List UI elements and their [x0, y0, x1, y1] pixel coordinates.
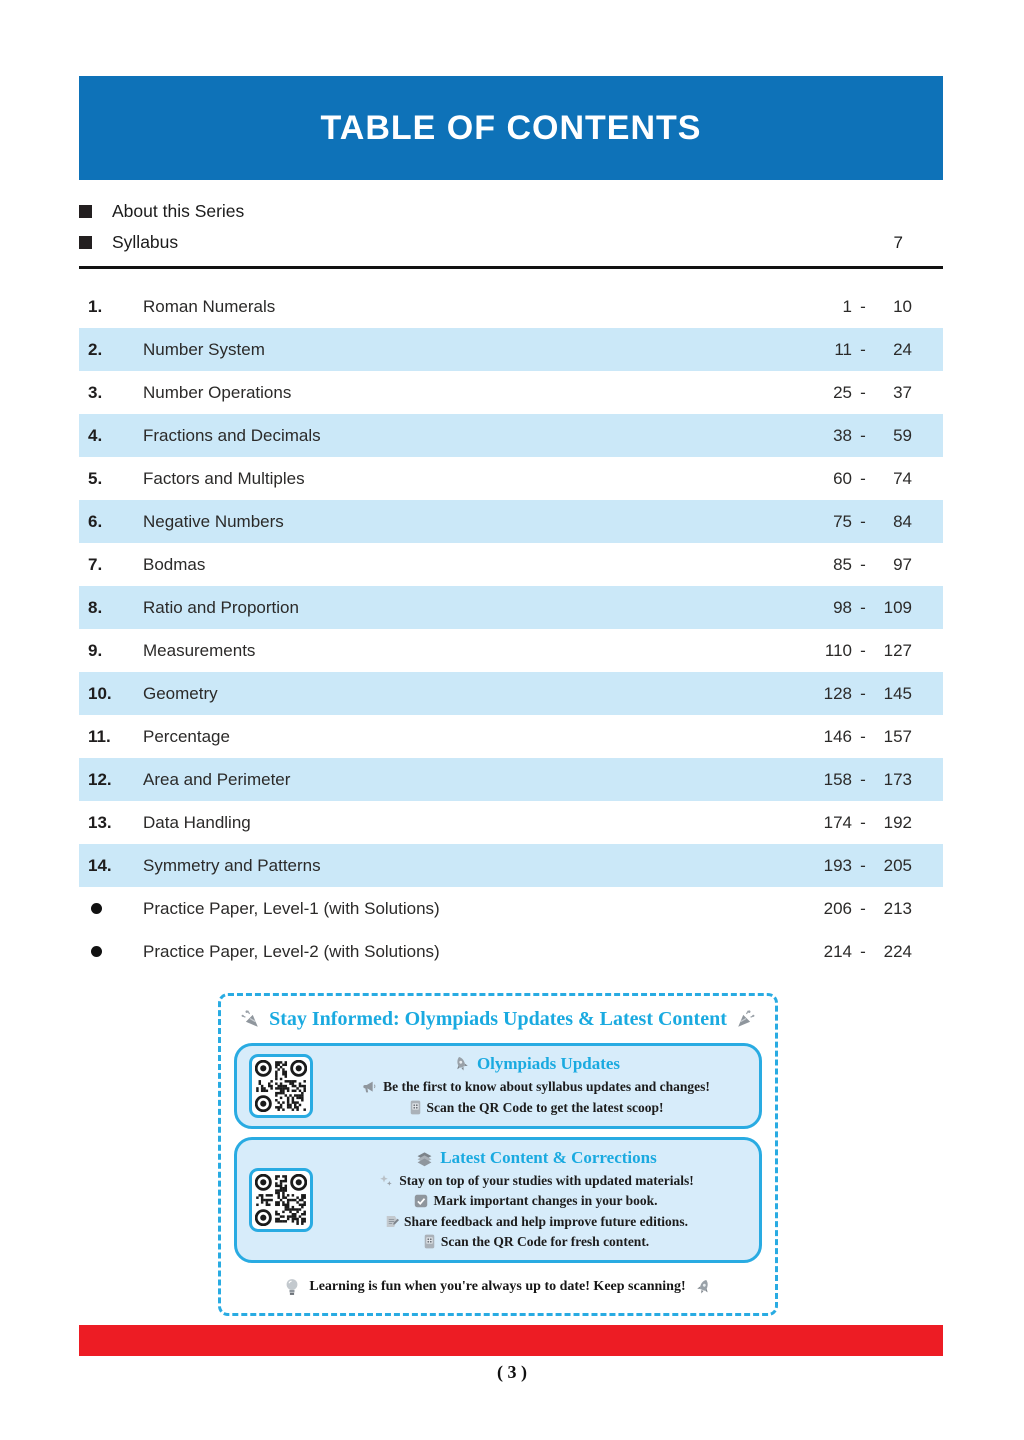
circle-bullet-icon [91, 946, 102, 957]
page-range-dash: - [860, 511, 866, 531]
page-range-dash: - [860, 339, 866, 359]
page-end: 37 [893, 382, 912, 402]
card-line [325, 1098, 747, 1118]
chapter-title: Bodmas [143, 554, 206, 574]
page-start: 60 [833, 468, 852, 488]
page-end: 109 [883, 597, 912, 617]
page-start: 174 [823, 812, 852, 832]
chapter-page-range [806, 598, 943, 618]
chapter-title: Roman Numerals [143, 296, 276, 316]
page-number: ( 3 ) [497, 1362, 527, 1382]
line-pre: Mark important changes in your book. [433, 1193, 658, 1209]
page-range-dash: - [860, 382, 866, 402]
chapter-page-range [806, 426, 943, 446]
card-heading: Latest Content & Corrections [440, 1148, 657, 1167]
rocket-icon [452, 1055, 471, 1074]
chapter-page-range [806, 297, 943, 317]
line-bold: Scan the QR Code [426, 1099, 533, 1115]
page-range-dash: - [860, 898, 866, 918]
chapter-row[interactable] [79, 629, 943, 672]
chapter-number: 13. [88, 812, 112, 832]
front-matter-list [79, 196, 943, 258]
extras-list [79, 887, 943, 973]
line-text [399, 1171, 694, 1191]
page-start: 128 [823, 683, 852, 703]
megaphone-icon [362, 1079, 378, 1095]
chapter-title: Data Handling [143, 812, 251, 832]
front-item[interactable] [79, 227, 943, 258]
chapter-row[interactable] [79, 457, 943, 500]
page-end: 97 [893, 554, 912, 574]
square-bullet-icon [79, 205, 92, 218]
chapter-row[interactable] [79, 543, 943, 586]
page-range-dash: - [860, 769, 866, 789]
chapter-number: 6. [88, 511, 103, 531]
chapter-row[interactable] [79, 285, 943, 328]
chapter-row[interactable] [79, 328, 943, 371]
chapter-page-range [806, 469, 943, 489]
line-text [404, 1212, 688, 1232]
chapter-row[interactable] [79, 586, 943, 629]
page-start: 193 [823, 855, 852, 875]
lightbulb-icon [283, 1277, 301, 1297]
qr-scan-icon [423, 1234, 436, 1249]
qr-scan-icon [409, 1100, 422, 1115]
practice-paper-title: Practice Paper, Level-1 (with Solutions) [143, 898, 440, 918]
olympiads-updates-text [325, 1054, 747, 1118]
latest-content-text [325, 1148, 747, 1252]
front-item-label: About this Series [112, 201, 245, 221]
line-pre: Be the first to know about syllabus updates and changes! [383, 1079, 710, 1095]
page-end: 59 [893, 425, 912, 445]
info-footer-row [234, 1272, 762, 1302]
page-end: 224 [883, 941, 912, 961]
chapter-title: Measurements [143, 640, 256, 660]
stay-informed-title-row [234, 1003, 762, 1035]
page-end: 24 [893, 339, 912, 359]
page-end: 145 [883, 683, 912, 703]
chapter-page-range [806, 856, 943, 876]
page-start: 146 [823, 726, 852, 746]
page-start: 206 [823, 898, 852, 918]
page-range-dash: - [860, 554, 866, 574]
bottom-red-bar [79, 1325, 943, 1356]
chapter-number: 10. [88, 683, 112, 703]
chapter-title: Ratio and Proportion [143, 597, 299, 617]
chapter-page-range [806, 770, 943, 790]
line-pre: Stay on top of your studies with updated materials! [399, 1173, 694, 1188]
chapter-number: 14. [88, 855, 112, 875]
page-range-dash: - [860, 855, 866, 875]
page-start: 98 [833, 597, 852, 617]
chapter-row[interactable] [79, 715, 943, 758]
page-end: 205 [883, 855, 912, 875]
chapter-title: Number Operations [143, 382, 292, 402]
info-footer-text: Learning is fun when you're always up to date! Keep scanning! [309, 1279, 686, 1294]
chapter-page-range [806, 555, 943, 575]
party-popper-icon [239, 1008, 261, 1030]
chapter-number: 3. [88, 382, 103, 402]
chapter-row[interactable] [79, 801, 943, 844]
square-bullet-icon [79, 236, 92, 249]
qr-finder [292, 1061, 306, 1075]
chapter-page-range [806, 813, 943, 833]
qr-finder [292, 1175, 306, 1189]
page-range-dash: - [860, 941, 866, 961]
circle-bullet-icon [91, 903, 102, 914]
page-range-dash: - [860, 468, 866, 488]
page-start: 1 [842, 296, 852, 316]
chapter-number: 2. [88, 339, 103, 359]
qr-finder [256, 1097, 270, 1111]
chapter-page-range [806, 512, 943, 532]
practice-paper-page-range [806, 942, 943, 962]
front-item-page: 7 [893, 232, 903, 252]
chapter-row[interactable] [79, 844, 943, 887]
chapter-title: Percentage [143, 726, 230, 746]
card-line [325, 1232, 747, 1252]
line-text [427, 1098, 664, 1118]
latest-content-card [234, 1137, 762, 1263]
sparkles-icon [378, 1173, 394, 1189]
chapter-title: Number System [143, 339, 265, 359]
stay-informed-box [218, 993, 778, 1316]
chapter-title: Fractions and Decimals [143, 425, 321, 445]
front-item-label: Syllabus [112, 232, 179, 252]
chapter-number: 4. [88, 425, 103, 445]
chapter-number: 5. [88, 468, 103, 488]
chapter-number: 11. [88, 726, 111, 746]
chapter-number: 12. [88, 769, 112, 789]
practice-paper-row[interactable] [79, 930, 943, 973]
party-popper-icon [735, 1008, 757, 1030]
memo-icon [384, 1214, 399, 1229]
line-post: to get the latest scoop! [532, 1099, 664, 1115]
practice-paper-page-range [806, 899, 943, 919]
card-line [325, 1077, 747, 1097]
qr-finder [256, 1211, 270, 1225]
page-start: 38 [833, 425, 852, 445]
card-line [325, 1191, 747, 1211]
chapter-title: Area and Perimeter [143, 769, 291, 789]
page-range-dash: - [860, 812, 866, 832]
page-start: 214 [823, 941, 852, 961]
page-end: 10 [893, 296, 912, 316]
card-line [325, 1171, 747, 1191]
olympiads-updates-card [234, 1043, 762, 1129]
chapter-number: 1. [88, 296, 103, 316]
chapter-number: 9. [88, 640, 103, 660]
card-line [325, 1212, 747, 1232]
chapter-number: 7. [88, 554, 103, 574]
page-start: 158 [823, 769, 852, 789]
chapter-row[interactable] [79, 672, 943, 715]
page-end: 213 [883, 898, 912, 918]
page-start: 75 [833, 511, 852, 531]
front-item[interactable] [79, 196, 943, 227]
page-end: 127 [883, 640, 912, 660]
page-start: 11 [834, 339, 852, 359]
chapter-row[interactable] [79, 758, 943, 801]
qr-code [249, 1168, 313, 1232]
checkbox-icon [414, 1194, 428, 1208]
page-range-dash: - [860, 425, 866, 445]
chapter-title: Geometry [143, 683, 218, 703]
page-end: 74 [893, 468, 912, 488]
page-title: TABLE OF CONTENTS [320, 108, 702, 147]
books-icon [415, 1150, 434, 1167]
bullet-wrap [79, 946, 143, 957]
line-text [383, 1077, 710, 1097]
practice-paper-row[interactable] [79, 887, 943, 930]
qr-finder [256, 1061, 270, 1075]
chapter-list [79, 285, 943, 887]
card-heading: Olympiads Updates [476, 1054, 621, 1074]
line-text [433, 1191, 657, 1211]
chapter-page-range [806, 727, 943, 747]
page-start: 25 [833, 382, 852, 402]
qr-code [249, 1054, 313, 1118]
practice-paper-title: Practice Paper, Level-2 (with Solutions) [143, 941, 440, 961]
page-start: 85 [833, 554, 852, 574]
line-bold: Scan the QR Code [440, 1233, 547, 1249]
page-title-banner [79, 76, 943, 180]
chapter-row[interactable] [79, 371, 943, 414]
page-range-dash: - [860, 597, 866, 617]
divider-line [79, 266, 943, 269]
chapter-title: Negative Numbers [143, 511, 284, 531]
line-post: for fresh content. [546, 1233, 650, 1249]
line-text [441, 1232, 649, 1252]
chapter-row[interactable] [79, 500, 943, 543]
page-end: 84 [893, 511, 912, 531]
page-range-dash: - [860, 726, 866, 746]
chapter-row[interactable] [79, 414, 943, 457]
page-range-dash: - [860, 683, 866, 703]
chapter-page-range [806, 383, 943, 403]
chapter-page-range [806, 641, 943, 661]
bullet-wrap [79, 903, 143, 914]
chapter-number: 8. [88, 597, 103, 617]
page-end: 157 [883, 726, 912, 746]
chapter-title: Factors and Multiples [143, 468, 305, 488]
card-heading-row [325, 1054, 747, 1074]
chapter-page-range [806, 340, 943, 360]
page-range-dash: - [860, 296, 866, 316]
page-end: 192 [883, 812, 912, 832]
rocket-icon [694, 1278, 713, 1297]
qr-pattern [255, 1174, 307, 1226]
page-end: 173 [883, 769, 912, 789]
page-range-dash: - [860, 640, 866, 660]
line-pre: Share feedback and help improve future editions. [404, 1213, 688, 1229]
stay-informed-title: Stay Informed: Olympiads Updates & Latest Content [269, 1007, 727, 1030]
chapter-title: Symmetry and Patterns [143, 855, 321, 875]
chapter-page-range [806, 684, 943, 704]
page-start: 110 [824, 640, 852, 660]
card-heading-row [325, 1148, 747, 1168]
qr-pattern [255, 1060, 307, 1112]
qr-finder [256, 1175, 270, 1189]
